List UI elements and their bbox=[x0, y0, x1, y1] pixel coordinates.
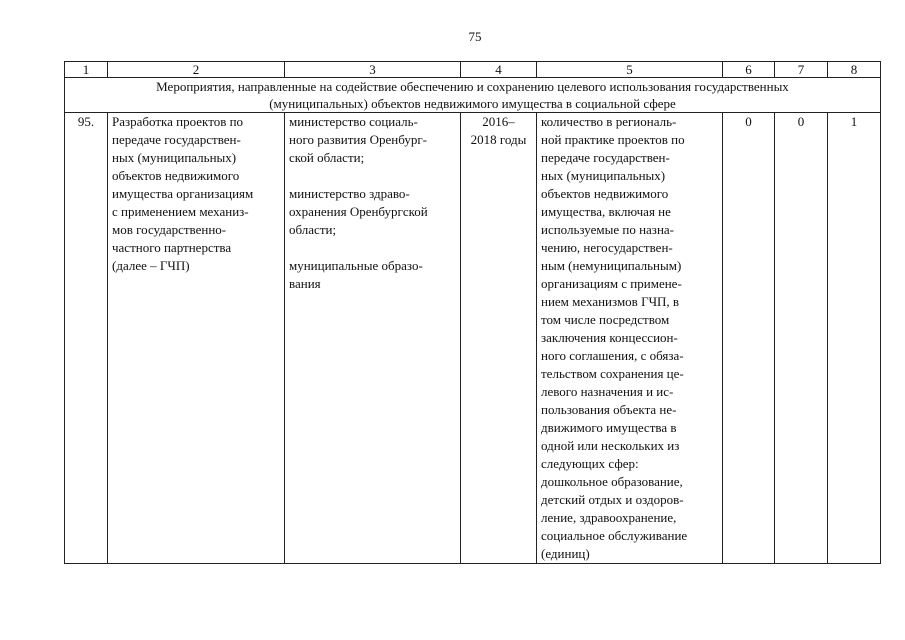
column-number-3: 3 bbox=[285, 62, 461, 78]
indicator-text: количество в региональ- ной практике проектов по передаче государствен- ных (муниципальных) объектов недвижимого имущества, включая не используемые по назна- чению, негосударствен- ным (немуниципальным) организациям с примене- нием механизмов ГЧП, в том числе посредством заключения концессион- ного соглашения, с обяза- тельством сохранения це- левого назначения и ис- пользования объекта не- движимого имущества в одной или нескольких из следующих сфер: дошкольное образование, детский отдых и оздоров- ление, здравоохранение, социальное обслуживание (единиц) bbox=[541, 114, 688, 561]
measures-table bbox=[64, 61, 881, 564]
column-number-8: 8 bbox=[828, 62, 881, 78]
column-number-6: 6 bbox=[723, 62, 775, 78]
period-cell bbox=[461, 113, 537, 564]
row-number: 95. bbox=[65, 113, 108, 564]
column-number-7: 7 bbox=[775, 62, 828, 78]
column-number-row bbox=[65, 62, 881, 78]
measure-cell bbox=[108, 113, 285, 564]
indicator-cell bbox=[537, 113, 723, 564]
section-title-line-1: Мероприятия, направленные на содействие обеспечению и сохранению целевого использования государственных bbox=[156, 79, 789, 94]
page-number: 75 bbox=[468, 29, 482, 44]
section-title bbox=[65, 78, 881, 113]
value-2016: 0 bbox=[723, 113, 775, 564]
executors-cell bbox=[285, 113, 461, 564]
executor-2: министерство здраво- охранения Оренбургской области; bbox=[289, 186, 428, 237]
table-row bbox=[65, 113, 881, 564]
column-number-2: 2 bbox=[108, 62, 285, 78]
value-2017: 0 bbox=[775, 113, 828, 564]
executor-3: муниципальные образо- вания bbox=[289, 258, 423, 291]
column-number-4: 4 bbox=[461, 62, 537, 78]
value-2018: 1 bbox=[828, 113, 881, 564]
period-text: 2016– 2018 годы bbox=[470, 114, 527, 147]
section-row bbox=[65, 78, 881, 113]
executor-1: министерство социаль- ного развития Оренбург- ской области; bbox=[289, 114, 427, 165]
executor-gap bbox=[289, 167, 456, 185]
column-number-1: 1 bbox=[65, 62, 108, 78]
column-number-5: 5 bbox=[537, 62, 723, 78]
executor-gap bbox=[289, 239, 456, 257]
measure-text: Разработка проектов по передаче государствен- ных (муниципальных) объектов недвижимого имущества организациям с применением механиз- мов государственно- частного партнерства (далее – ГЧП) bbox=[112, 114, 254, 273]
section-title-line-2: (муниципальных) объектов недвижимого имущества в социальной сфере bbox=[269, 96, 676, 111]
